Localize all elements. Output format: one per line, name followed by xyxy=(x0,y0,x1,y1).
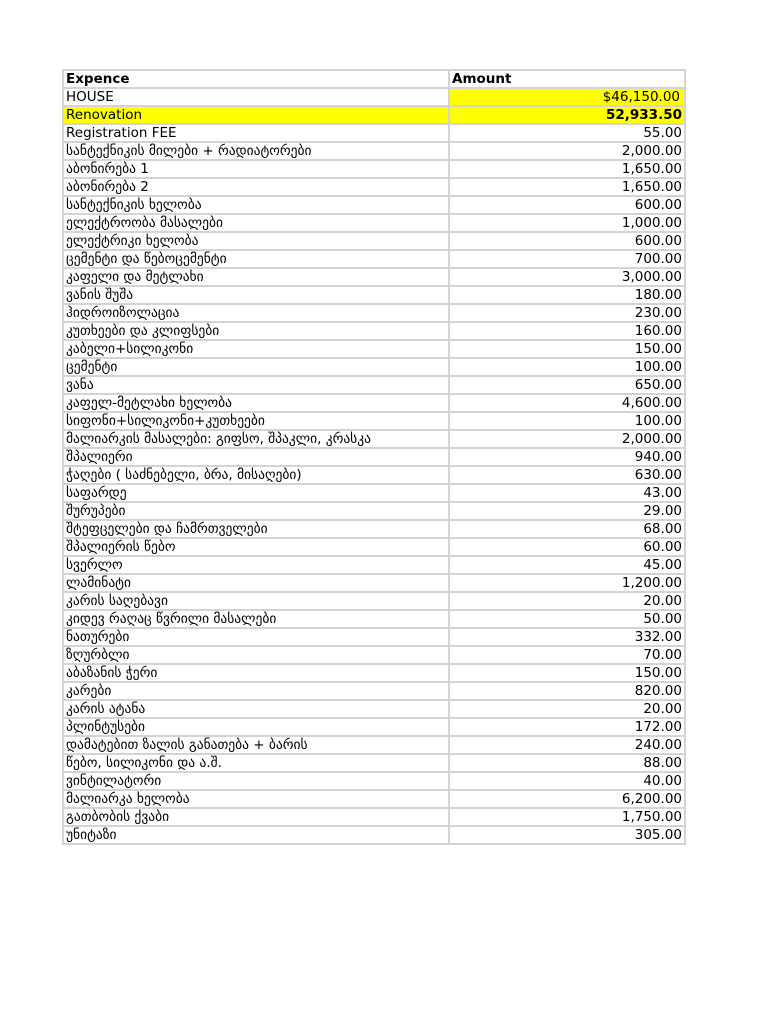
expense-amount-cell[interactable]: 29.00 xyxy=(449,502,685,520)
expense-label-cell[interactable]: პლინტუსები xyxy=(63,718,449,736)
table-row xyxy=(63,322,685,340)
expense-label-cell[interactable]: დამატებით ზალის განათება + ბარის xyxy=(63,736,449,754)
expense-amount-cell[interactable]: 240.00 xyxy=(449,736,685,754)
table-row xyxy=(63,376,685,394)
expense-label-cell[interactable]: ზღურბლი xyxy=(63,646,449,664)
table-row xyxy=(63,682,685,700)
table-row xyxy=(63,790,685,808)
expense-label-cell[interactable]: კარის ატანა xyxy=(63,700,449,718)
expense-label-cell[interactable]: კაფელ-მეტლახი ხელობა xyxy=(63,394,449,412)
expense-amount-cell[interactable]: 6,200.00 xyxy=(449,790,685,808)
expense-label-cell[interactable]: საფარდე xyxy=(63,484,449,502)
expense-amount-cell[interactable]: 150.00 xyxy=(449,664,685,682)
table-row xyxy=(63,610,685,628)
expense-amount-cell[interactable]: 150.00 xyxy=(449,340,685,358)
expense-label-cell[interactable]: ცემენტი xyxy=(63,358,449,376)
table-row xyxy=(63,466,685,484)
expense-label-cell[interactable]: ლამინატი xyxy=(63,574,449,592)
expense-label-cell[interactable]: აბონირება 2 xyxy=(63,178,449,196)
table-row xyxy=(63,718,685,736)
expense-label-cell[interactable]: კარის საღებავი xyxy=(63,592,449,610)
expense-amount-cell[interactable]: 305.00 xyxy=(449,826,685,844)
table-row xyxy=(63,394,685,412)
expense-label-cell[interactable]: ვანა xyxy=(63,376,449,394)
renovation-label-cell[interactable]: Renovation xyxy=(63,106,449,124)
table-row xyxy=(63,196,685,214)
expense-amount-cell[interactable]: 940.00 xyxy=(449,448,685,466)
expense-label-cell[interactable]: მალიარკის მასალები: გიფსო, შპაკლი, კრასკა xyxy=(63,430,449,448)
table-row xyxy=(63,430,685,448)
expense-label-cell[interactable]: Registration FEE xyxy=(63,124,449,142)
table-row xyxy=(63,754,685,772)
table-row xyxy=(63,628,685,646)
expense-amount-cell[interactable]: 50.00 xyxy=(449,610,685,628)
expense-label-cell[interactable]: სანტექნიკის ხელობა xyxy=(63,196,449,214)
table-row xyxy=(63,304,685,322)
table-row xyxy=(63,412,685,430)
expense-amount-cell[interactable]: 332.00 xyxy=(449,628,685,646)
expense-amount-cell[interactable]: 600.00 xyxy=(449,232,685,250)
expense-label-cell[interactable]: კიდევ რაღაც წვრილი მასალები xyxy=(63,610,449,628)
table-row xyxy=(63,808,685,826)
expense-amount-cell[interactable]: 100.00 xyxy=(449,358,685,376)
table-row xyxy=(63,646,685,664)
expense-table-body xyxy=(63,70,685,844)
table-row xyxy=(63,214,685,232)
expense-amount-cell[interactable]: 700.00 xyxy=(449,250,685,268)
expense-table xyxy=(62,69,686,845)
expense-label-cell[interactable]: კარები xyxy=(63,682,449,700)
expense-label-cell[interactable]: ჰიდროიზოლაცია xyxy=(63,304,449,322)
table-row xyxy=(63,160,685,178)
expense-amount-cell[interactable]: 20.00 xyxy=(449,592,685,610)
expense-label-cell[interactable]: წებო, სილიკონი და ა.შ. xyxy=(63,754,449,772)
expense-amount-cell[interactable]: 160.00 xyxy=(449,322,685,340)
expense-label-cell[interactable]: ელექტრიკი ხელობა xyxy=(63,232,449,250)
expense-label-cell[interactable]: აბონირება 1 xyxy=(63,160,449,178)
expense-amount-cell[interactable]: 60.00 xyxy=(449,538,685,556)
table-row xyxy=(63,178,685,196)
table-row xyxy=(63,772,685,790)
expense-label-cell[interactable]: ელექტროობა მასალები xyxy=(63,214,449,232)
expense-amount-cell[interactable]: 55.00 xyxy=(449,124,685,142)
table-row xyxy=(63,232,685,250)
expense-amount-cell[interactable]: 3,000.00 xyxy=(449,268,685,286)
expense-amount-cell[interactable]: 1,200.00 xyxy=(449,574,685,592)
house-amount-cell[interactable]: $46,150.00 xyxy=(449,88,685,106)
expense-amount-cell[interactable]: 1,000.00 xyxy=(449,214,685,232)
table-row xyxy=(63,142,685,160)
renovation-amount-cell[interactable]: 52,933.50 xyxy=(449,106,685,124)
expense-amount-cell[interactable]: 100.00 xyxy=(449,412,685,430)
expense-label-cell[interactable]: სიფონი+სილიკონი+კუთხეები xyxy=(63,412,449,430)
expense-amount-cell[interactable]: 1,650.00 xyxy=(449,178,685,196)
expense-label-cell[interactable]: ჭაღები ( საძნებელი, ბრა, მისაღები) xyxy=(63,466,449,484)
expense-label-cell[interactable]: ცემენტი და წებოცემენტი xyxy=(63,250,449,268)
table-row xyxy=(63,340,685,358)
expense-amount-cell[interactable]: 20.00 xyxy=(449,700,685,718)
table-row xyxy=(63,538,685,556)
header-amount-cell[interactable]: Amount xyxy=(449,70,685,88)
expense-amount-cell[interactable]: 600.00 xyxy=(449,196,685,214)
expense-label-cell[interactable]: სვერლო xyxy=(63,556,449,574)
expense-label-cell[interactable]: შპალიერი xyxy=(63,448,449,466)
expense-amount-cell[interactable]: 650.00 xyxy=(449,376,685,394)
table-row xyxy=(63,448,685,466)
table-row xyxy=(63,826,685,844)
table-row xyxy=(63,556,685,574)
table-row xyxy=(63,268,685,286)
table-row xyxy=(63,664,685,682)
expense-label-cell[interactable]: შურუპები xyxy=(63,502,449,520)
table-row xyxy=(63,484,685,502)
expense-amount-cell[interactable]: 172.00 xyxy=(449,718,685,736)
table-row xyxy=(63,502,685,520)
expense-label-cell[interactable]: სანტექნიკის მილები + რადიატორები xyxy=(63,142,449,160)
expense-amount-cell[interactable]: 88.00 xyxy=(449,754,685,772)
header-expence-cell[interactable]: Expence xyxy=(63,70,449,88)
table-row xyxy=(63,124,685,142)
house-label-cell[interactable]: HOUSE xyxy=(63,88,449,106)
expense-amount-cell[interactable]: 43.00 xyxy=(449,484,685,502)
expense-label-cell[interactable]: ვანის შუშა xyxy=(63,286,449,304)
expense-label-cell[interactable]: შტეფცელები და ჩამრთველები xyxy=(63,520,449,538)
expense-amount-cell[interactable]: 2,000.00 xyxy=(449,142,685,160)
expense-amount-cell[interactable]: 4,600.00 xyxy=(449,394,685,412)
expense-amount-cell[interactable]: 180.00 xyxy=(449,286,685,304)
expense-label-cell[interactable]: მალიარკა ხელობა xyxy=(63,790,449,808)
expense-amount-cell[interactable]: 68.00 xyxy=(449,520,685,538)
expense-amount-cell[interactable]: 45.00 xyxy=(449,556,685,574)
expense-label-cell[interactable]: ნათურები xyxy=(63,628,449,646)
expense-label-cell[interactable]: კაფელი და მეტლახი xyxy=(63,268,449,286)
house-row xyxy=(63,88,685,106)
expense-label-cell[interactable]: კუთხეები და კლიფსები xyxy=(63,322,449,340)
expense-amount-cell[interactable]: 230.00 xyxy=(449,304,685,322)
table-row xyxy=(63,736,685,754)
expense-label-cell[interactable]: კაბელი+სილიკონი xyxy=(63,340,449,358)
table-row xyxy=(63,286,685,304)
expense-amount-cell[interactable]: 70.00 xyxy=(449,646,685,664)
expense-amount-cell[interactable]: 630.00 xyxy=(449,466,685,484)
expense-label-cell[interactable]: შპალიერის წებო xyxy=(63,538,449,556)
table-row xyxy=(63,700,685,718)
expense-amount-cell[interactable]: 1,750.00 xyxy=(449,808,685,826)
table-row xyxy=(63,250,685,268)
expense-label-cell[interactable]: ვინტილატორი xyxy=(63,772,449,790)
expense-label-cell[interactable]: უნიტაზი xyxy=(63,826,449,844)
expense-amount-cell[interactable]: 40.00 xyxy=(449,772,685,790)
table-row xyxy=(63,574,685,592)
table-row xyxy=(63,358,685,376)
expense-amount-cell[interactable]: 820.00 xyxy=(449,682,685,700)
header-row xyxy=(63,70,685,88)
expense-label-cell[interactable]: გათბობის ქვაბი xyxy=(63,808,449,826)
expense-amount-cell[interactable]: 1,650.00 xyxy=(449,160,685,178)
renovation-row xyxy=(63,106,685,124)
table-row xyxy=(63,520,685,538)
expense-amount-cell[interactable]: 2,000.00 xyxy=(449,430,685,448)
expense-label-cell[interactable]: აბაზანის ჭერი xyxy=(63,664,449,682)
table-row xyxy=(63,592,685,610)
